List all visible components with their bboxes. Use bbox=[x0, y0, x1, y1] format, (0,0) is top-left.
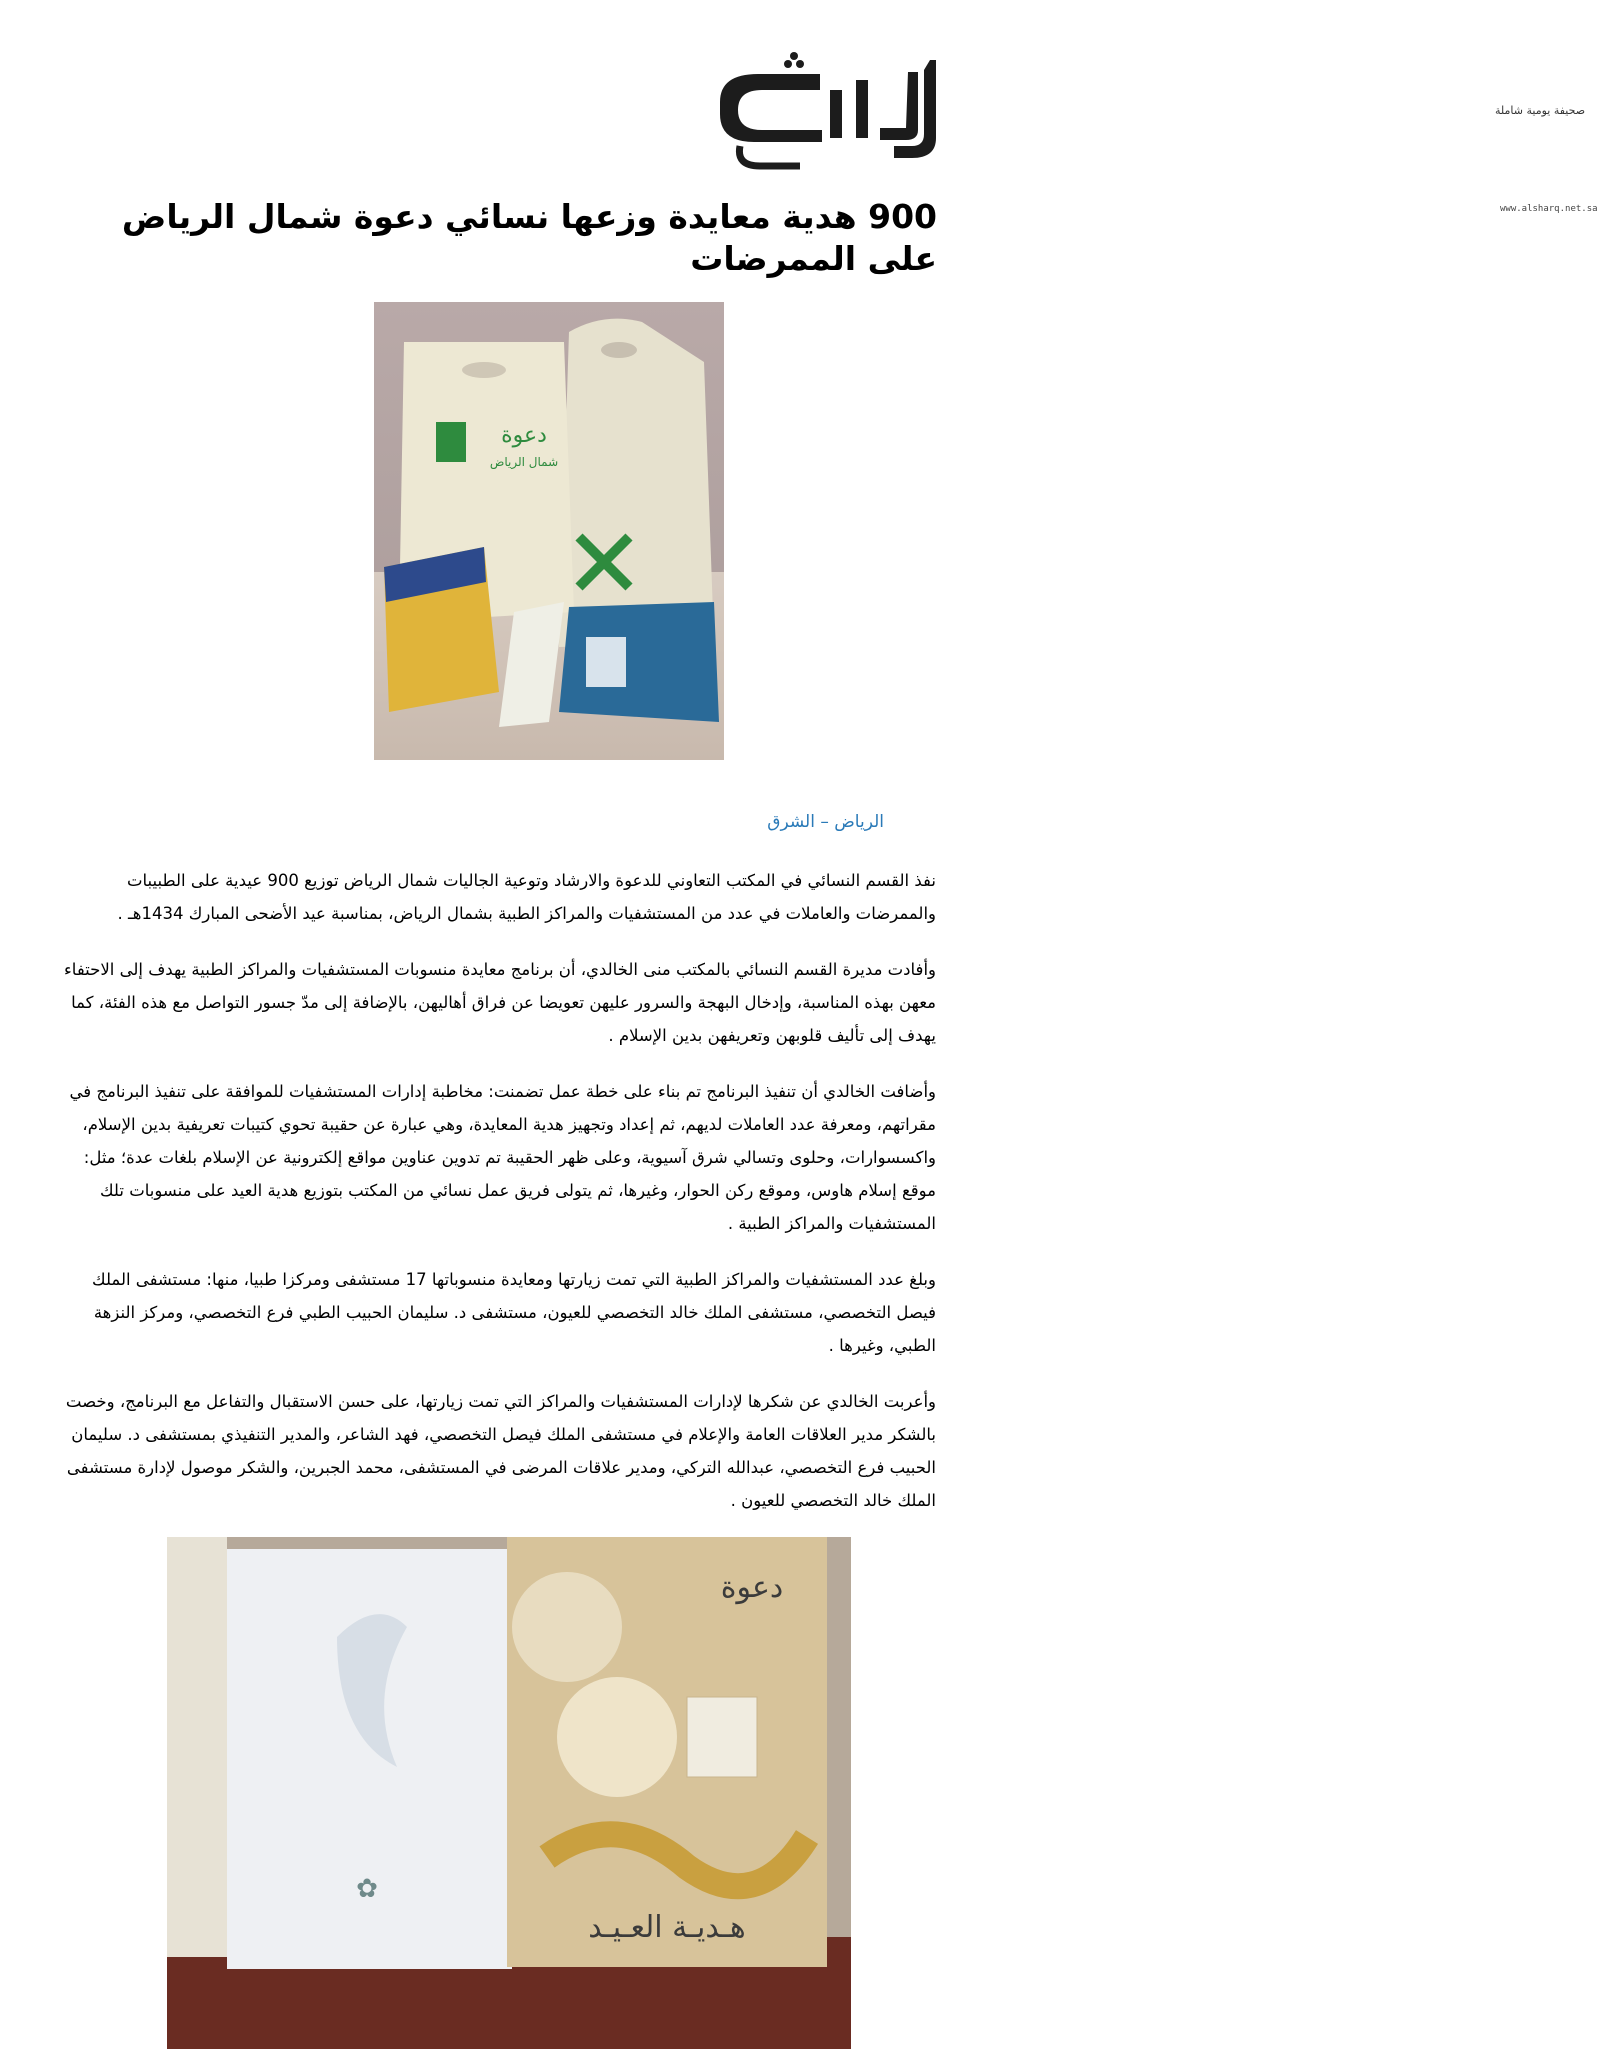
gift-bags-photo bbox=[374, 302, 724, 760]
svg-text:✿: ✿ bbox=[356, 1874, 378, 1904]
article-byline[interactable]: الرياض – الشرق bbox=[767, 812, 884, 832]
bag-label: دعوة bbox=[501, 423, 547, 448]
article-paragraph: وأعربت الخالدي عن شكرها لإدارات المستشفيات والمراكز التي تمت زيارتها، على حسن الاستقبال والتفاعل مع البرنامج، وخصت بالشكر مدير العلاقات العامة والإعلام في مستشفى الملك فيصل التخصصي، فهد الشاعر، والمدير التنفيذي بمستشفى د. سليمان الحبيب فرع التخصصي، عبدالله التركي، ومدير علاقات المرضى في المستشفى، محمد الجبرين، والشكر موصول لإدارة مستشفى الملك خالد التخصصي للعيون . bbox=[65, 1392, 936, 1510]
article-paragraph: وبلغ عدد المستشفيات والمراكز الطبية التي تمت زيارتها ومعايدة منسوباتها 17 مستشفى ومركزا طبيا، منها: مستشفى الملك فيصل التخصصي، مستشفى الملك خالد التخصصي للعيون، مستشفى د. سليمان الحبيب الطبي فرع التخصصي، ومركز النزهة الطبي، وغيرها . bbox=[92, 1270, 936, 1355]
article-paragraph: نفذ القسم النسائي في المكتب التعاوني للدعوة والارشاد وتوعية الجاليات شمال الرياض توزيع 900 عيدية على الطبيبات والممرضات والعاملات في عدد من المستشفيات والمراكز الطبية بشمال الرياض، بمناسبة عيد الأضحى المبارك 1434هـ . bbox=[117, 871, 936, 923]
newspaper-logo bbox=[680, 50, 1598, 214]
article-headline: 900 هدية معايدة وزعها نسائي دعوة شمال الرياض على الممرضات bbox=[121, 197, 937, 278]
eid-gift-card-photo bbox=[167, 1537, 851, 2049]
article-body bbox=[60, 864, 936, 1540]
article-paragraph: وأضافت الخالدي أن تنفيذ البرنامج تم بناء على خطة عمل تضمنت: مخاطبة إدارات المستشفيات للموافقة على تنفيذ البرنامج في مقراتهم، ومعرفة عدد العاملات لديهم، ثم إعداد وتجهيز هدية المعايدة، وهي عبارة عن حقيبة تحوي كتيبات تعريفية بدين الإسلام، واكسسوارات، وحلوى وتسالي شرق آسيوية، وعلى ظهر الحقيبة تم تدوين عناوين مواقع إلكترونية عن الإسلام بلغات عدة؛ مثل: موقع إسلام هاوس، وموقع ركن الحوار، وغيرها، ثم يتولى فريق عمل نسائي من المكتب بتوزيع هدية العيد على منسوبات تلك المستشفيات والمراكز الطبية . bbox=[69, 1082, 936, 1233]
article-paragraph: وأفادت مديرة القسم النسائي بالمكتب منى الخالدي، أن برنامج معايدة منسوبات المستشفيات والمراكز الطبية يهدف إلى الاحتفاء معهن بهذه المناسبة، وإدخال البهجة والسرور عليهن تعويضا عن فراق أهاليهن، بالإضافة إلى مدّ جسور التواصل مع هذه الفئة، كما يهدف إلى تأليف قلوبهن وتعريفهن بدين الإسلام . bbox=[64, 960, 936, 1045]
logo-url: www.alsharq.net.sa bbox=[1500, 204, 1598, 214]
logo-tagline: صحيفة يومية شاملة bbox=[1495, 104, 1586, 117]
card-brand: دعوة bbox=[720, 1570, 784, 1605]
bag-sublabel: شمال الرياض bbox=[489, 455, 559, 469]
card-title: هـديـة العـيـد bbox=[588, 1910, 746, 1945]
logo-mark-icon bbox=[680, 50, 945, 170]
